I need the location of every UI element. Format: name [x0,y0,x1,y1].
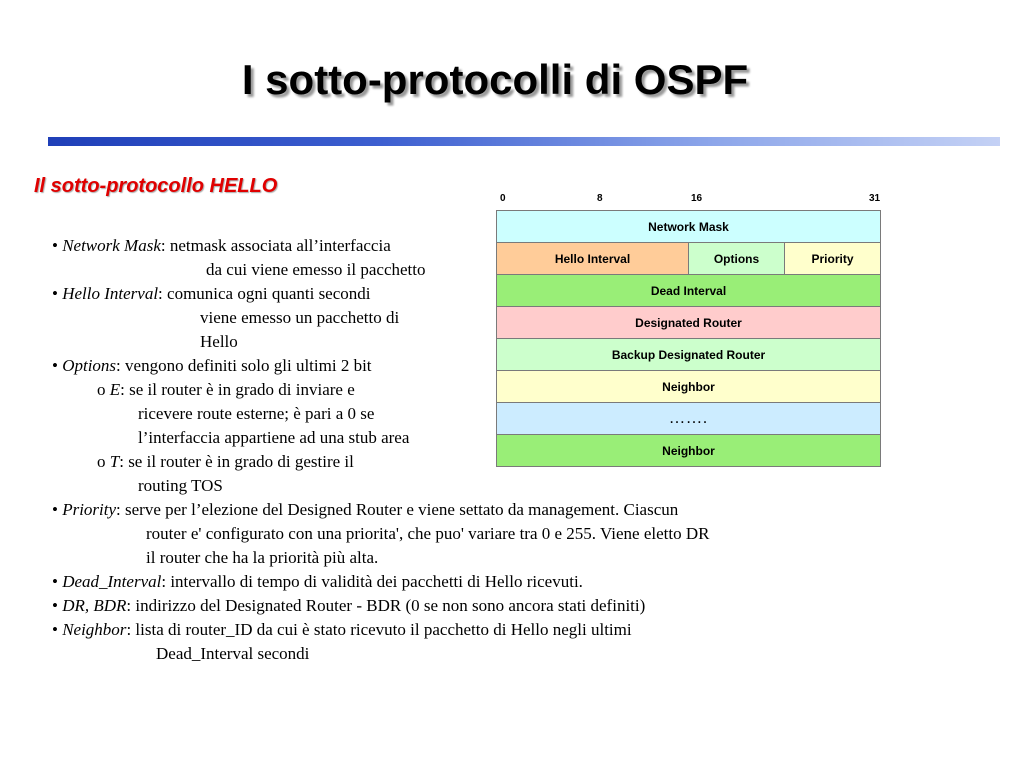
sub-bullet-marker: o [97,452,106,471]
bullet-marker: • [52,596,58,615]
priority-text-2: router e' configurato con una priorita', che puo' variare tra 0 e 255. Viene eletto DR [146,524,710,543]
field-backup-designated-router: Backup Designated Router [496,338,881,371]
dead-interval-text-1: : intervallo di tempo di validità dei pacchetti di Hello ricevuti. [161,572,583,591]
term-network-mask: Network Mask [62,236,161,255]
field-priority: Priority [784,242,881,275]
network-mask-text-1: : netmask associata all’interfaccia [160,236,391,255]
field-neighbor: Neighbor [496,370,881,403]
term-dr-bdr: DR, BDR [62,596,127,615]
bit-label-31: 31 [869,193,881,204]
term-priority: Priority [62,500,117,519]
bullet-neighbor [52,618,632,642]
field-hello-interval: Hello Interval [496,242,689,275]
priority-text-3: il router che ha la priorità più alta. [146,548,379,567]
priority-text-1: : serve per l’elezione del Designed Router e viene settato da management. Ciascun [116,500,679,519]
sub-bullet-t [97,450,354,474]
bullet-network-mask [52,234,391,258]
bullet-dead-interval [52,570,583,594]
options-text-1: : vengono definiti solo gli ultimi 2 bit [116,356,372,375]
bullet-marker: • [52,620,58,639]
sub-bullet-e [97,378,355,402]
t-text-2: routing TOS [138,476,223,495]
field-dead-interval: Dead Interval [496,274,881,307]
field-neighbor: Neighbor [496,434,881,467]
title-underline-bar [48,137,1000,146]
slide-title: I sotto-protocolli di OSPF [241,56,749,103]
bullet-options [52,354,372,378]
network-mask-text-2: da cui viene emesso il pacchetto [206,260,426,279]
term-neighbor: Neighbor [62,620,127,639]
bullet-marker: • [52,236,58,255]
bullet-marker: • [52,284,58,303]
e-text-1: : se il router è in grado di inviare e [120,380,355,399]
neighbor-text-2: Dead_Interval secondi [156,644,310,663]
hello-interval-text-2: viene emesso un pacchetto di [200,308,400,327]
sub-bullet-marker: o [97,380,106,399]
bullet-dr-bdr [52,594,645,618]
e-text-2: ricevere route esterne; è pari a 0 se [138,404,375,423]
bullet-priority [52,498,678,522]
term-hello-interval: Hello Interval [62,284,159,303]
t-text-1: : se il router è in grado di gestire il [119,452,354,471]
field-options: Options [688,242,785,275]
neighbor-text-1: : lista di router_ID da cui è stato ricevuto il pacchetto di Hello negli ultimi [126,620,632,639]
hello-interval-text-1: : comunica ogni quanti secondi [158,284,371,303]
bullet-marker: • [52,356,58,375]
bullet-marker: • [52,500,58,519]
bullet-hello-interval [52,282,371,306]
bit-label-16: 16 [691,193,703,204]
dr-bdr-text-1: : indirizzo del Designated Router - BDR (0 se non sono ancora stati definiti) [126,596,646,615]
e-text-3: l’interfaccia appartiene ad una stub area [138,428,410,447]
term-t: T [109,452,120,471]
field-designated-router: Designated Router [496,306,881,339]
bullet-marker: • [52,572,58,591]
bit-label-8: 8 [597,193,603,204]
field-network-mask: Network Mask [496,210,881,243]
field-ellipsis: ……. [496,402,881,435]
hello-interval-text-3: Hello [200,332,238,351]
bit-label-0: 0 [500,193,506,204]
term-options: Options [62,356,117,375]
term-dead-interval: Dead_Interval [62,572,162,591]
term-e: E [109,380,121,399]
section-subtitle: Il sotto-protocollo HELLO [34,175,278,197]
